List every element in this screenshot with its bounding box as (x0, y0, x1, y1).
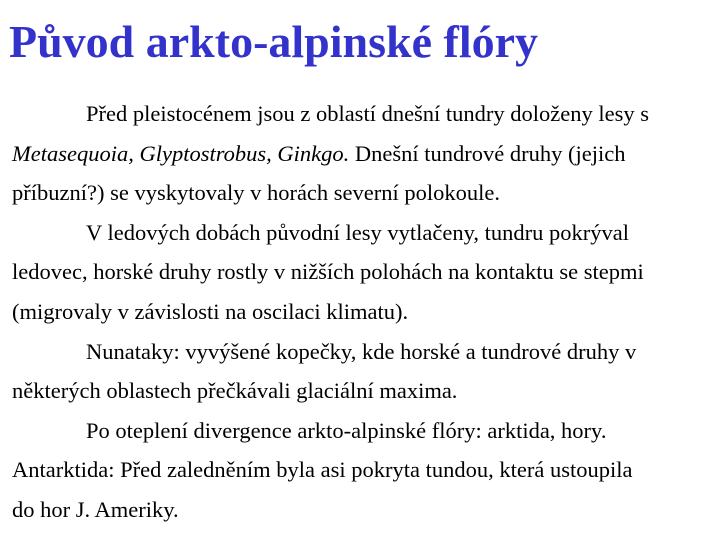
paragraph-warming (12, 411, 712, 530)
slide-body (12, 94, 712, 530)
genus-names: Metasequoia, Glyptostrobus, Ginkgo. (12, 140, 350, 166)
text-line: do hor J. Ameriky. (12, 496, 179, 522)
text-line: příbuzní?) se vyskytovaly v horách severní polokoule. (12, 180, 501, 206)
text-line: (migrovaly v závislosti na oscilaci klimatu). (12, 298, 409, 324)
text-line: Po oteplení divergence arkto-alpinské flóry: arktida, hory. (86, 417, 607, 443)
text-line: Před pleistocénem jsou z oblastí dnešní tundry doloženy lesy s (86, 101, 650, 126)
slide-title: Původ arkto-alpinské flóry (9, 16, 539, 67)
text-line: Nunataky: vyvýšené kopečky, kde horské a tundrové druhy v (86, 338, 637, 364)
paragraph-ice-ages (12, 213, 712, 332)
text-line: V ledových dobách původní lesy vytlačeny, tundru pokrýval (86, 219, 630, 245)
text-line (12, 134, 712, 174)
text-line: Antarktida: Před zaledněním byla asi pokryta tundou, která ustoupila (12, 457, 633, 483)
text-line: některých oblastech přečkávali glaciální maxima. (12, 378, 458, 404)
paragraph-nunataks (12, 332, 712, 411)
text-line: ledovec, horské druhy rostly v nižších polohách na kontaktu se stepmi (12, 259, 644, 285)
paragraph-pre-pleistocene (12, 94, 712, 213)
text-fragment: Dnešní tundrové druhy (jejich (349, 140, 626, 166)
